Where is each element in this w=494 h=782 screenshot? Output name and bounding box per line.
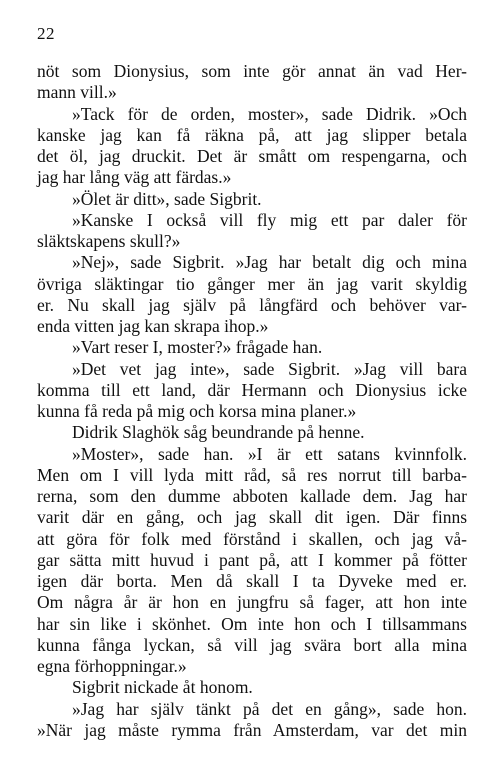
text-line: kunna fånga lyckan, så vill jag svära bort alla mina [37, 634, 467, 655]
page-number: 22 [37, 24, 55, 43]
text-line: kunna få reda på mig och korsa mina planer.» [37, 401, 357, 421]
text-line: »Det vet jag inte», sade Sigbrit. »Jag vill bara [72, 358, 467, 379]
text-line: »Kanske I också vill fly mig ett par daler för [72, 209, 467, 230]
text-line: Om några år är hon en jungfru så fager, att hon inte [37, 592, 467, 613]
text-line: att göra för folk med förstånd i skallen, och jag vå- [37, 528, 467, 549]
text-line: »Vart reser I, moster?» frågade han. [72, 337, 323, 358]
text-line: »Jag har själv tänkt på det en gång», sade hon. [72, 698, 467, 719]
text-line: enda vitten jag kan skrapa ihop.» [37, 316, 269, 336]
text-line: »Nej», sade Sigbrit. »Jag har betalt dig och mina [72, 252, 467, 273]
text-line: er. Nu skall jag själv på långfärd och behöver var- [37, 294, 467, 315]
text-line: Didrik Slaghök såg beundrande på henne. [72, 422, 365, 443]
text-line: jag har lång väg att färdas.» [37, 167, 232, 188]
text-line: kanske jag kan få räkna på, att jag slipper betala [37, 124, 467, 145]
body-text [37, 61, 467, 741]
text-line: har sin like i skönhet. Om inte hon och I tillsammans [37, 613, 467, 634]
text-line: släktskapens skull?» [37, 231, 181, 251]
text-line: gar sätta mitt huvud i pant på, att I kommer på fötter [37, 549, 467, 570]
text-line: Sigbrit nickade åt honom. [72, 677, 253, 698]
text-line: igen där borta. Men då skall I ta Dyveke med er. [37, 571, 467, 591]
text-line: »När jag måste rymma från Amsterdam, var det min [37, 719, 467, 740]
text-line: rerna, som den dumme abboten kallade dem. Jag har [37, 486, 467, 506]
text-line: egna förhoppningar.» [37, 656, 187, 676]
text-line: »Tack för de orden, moster», sade Didrik. »Och [72, 103, 467, 124]
text-line: komma till ett land, där Hermann och Dionysius icke [37, 379, 467, 400]
text-line: det öl, jag druckit. Det är smått om respengarna, och [37, 146, 467, 166]
text-line: varit där en gång, och jag skall dit igen. Där finns [37, 507, 467, 528]
text-line: Men om I vill lyda mitt råd, så res norrut till barba- [37, 464, 467, 485]
text-line: »Ölet är ditt», sade Sigbrit. [72, 188, 262, 209]
text-line: »Moster», sade han. »I är ett satans kvinnfolk. [72, 443, 467, 464]
text-line: övriga släktingar tio gånger mer än jag varit skyldig [37, 273, 467, 294]
text-line: mann vill.» [37, 82, 117, 103]
text-line: nöt som Dionysius, som inte gör annat än vad Her- [37, 61, 467, 81]
